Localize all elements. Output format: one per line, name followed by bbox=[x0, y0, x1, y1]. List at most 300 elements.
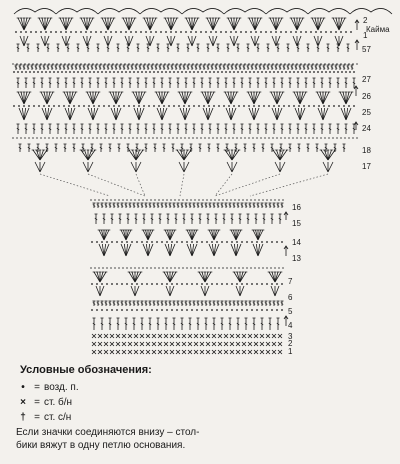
double-crochet bbox=[265, 203, 268, 208]
double-crochet bbox=[55, 144, 58, 152]
double-crochet bbox=[319, 65, 322, 70]
cluster-stitch bbox=[213, 36, 217, 46]
double-crochet bbox=[111, 65, 114, 70]
chain-stitch bbox=[186, 309, 188, 311]
double-crochet bbox=[139, 65, 142, 70]
chain-stitch bbox=[170, 31, 172, 33]
chain-stitch bbox=[293, 105, 295, 107]
single-crochet bbox=[224, 342, 228, 346]
chain-stitch bbox=[198, 105, 200, 107]
double-crochet bbox=[17, 124, 20, 134]
double-crochet bbox=[145, 203, 148, 208]
double-crochet bbox=[161, 124, 164, 134]
double-crochet bbox=[239, 65, 242, 70]
double-crochet bbox=[209, 301, 212, 306]
double-crochet bbox=[64, 144, 67, 152]
row-label: 5 bbox=[288, 307, 293, 316]
chain-stitch bbox=[251, 241, 253, 243]
chain-stitch bbox=[181, 241, 183, 243]
double-crochet bbox=[298, 144, 301, 152]
single-crochet bbox=[140, 350, 144, 354]
double-crochet bbox=[337, 78, 340, 88]
single-crochet bbox=[92, 334, 96, 338]
cluster-stitch bbox=[205, 286, 209, 296]
shell-stitch bbox=[66, 92, 70, 104]
chain-stitch bbox=[266, 283, 268, 285]
double-crochet bbox=[81, 124, 84, 134]
chain-stitch bbox=[200, 31, 202, 33]
chain-stitch bbox=[226, 309, 228, 311]
chain-stitch bbox=[211, 283, 213, 285]
double-crochet bbox=[185, 124, 188, 134]
chain-stitch bbox=[126, 241, 128, 243]
chain-stitch bbox=[121, 71, 123, 73]
shell-stitch bbox=[275, 150, 280, 160]
single-crochet bbox=[176, 342, 180, 346]
chain-stitch bbox=[271, 241, 273, 243]
chain-stitch bbox=[353, 71, 355, 73]
shell-stitch bbox=[335, 18, 339, 30]
double-crochet bbox=[221, 318, 224, 330]
cluster-stitch bbox=[192, 36, 196, 46]
chain-stitch bbox=[228, 105, 230, 107]
chain-stitch bbox=[65, 71, 67, 73]
cluster-stitch bbox=[275, 286, 279, 296]
chain-stitch bbox=[190, 31, 192, 33]
double-crochet bbox=[223, 65, 226, 70]
double-crochet bbox=[101, 301, 104, 306]
shell-stitch bbox=[342, 92, 346, 104]
single-crochet bbox=[116, 350, 120, 354]
double-crochet bbox=[153, 124, 156, 134]
chain-stitch bbox=[206, 241, 208, 243]
chain-stitch bbox=[91, 309, 93, 311]
double-crochet bbox=[289, 144, 292, 152]
double-crochet bbox=[109, 144, 112, 152]
cluster-stitch bbox=[234, 36, 238, 46]
cluster-stitch bbox=[108, 36, 112, 46]
chain-stitch bbox=[61, 71, 63, 73]
double-crochet bbox=[253, 203, 256, 208]
double-crochet bbox=[121, 78, 124, 88]
chain-stitch bbox=[100, 31, 102, 33]
chain-stitch bbox=[323, 105, 325, 107]
double-crochet bbox=[253, 301, 256, 306]
double-crochet bbox=[65, 78, 68, 88]
double-crochet bbox=[221, 203, 224, 208]
single-crochet bbox=[188, 342, 192, 346]
row-label: 13 bbox=[292, 254, 301, 263]
double-crochet bbox=[287, 65, 290, 70]
chain-stitch bbox=[33, 71, 35, 73]
single-crochet bbox=[92, 342, 96, 346]
double-crochet bbox=[121, 203, 124, 208]
shell-stitch bbox=[167, 18, 171, 30]
double-crochet bbox=[47, 44, 50, 52]
legend-note bbox=[16, 426, 396, 452]
chain-stitch bbox=[265, 71, 267, 73]
shell-stitch bbox=[232, 230, 236, 240]
double-crochet bbox=[185, 78, 188, 88]
chain-stitch bbox=[266, 309, 268, 311]
chain-stitch bbox=[236, 283, 238, 285]
double-crochet bbox=[165, 301, 168, 306]
chain-stitch bbox=[116, 309, 118, 311]
legend-item bbox=[16, 380, 396, 395]
double-crochet bbox=[347, 65, 350, 70]
chain-stitch bbox=[70, 31, 72, 33]
chain-stitch bbox=[53, 105, 55, 107]
chain-stitch bbox=[111, 309, 113, 311]
double-crochet bbox=[307, 65, 310, 70]
single-crochet bbox=[152, 334, 156, 338]
double-crochet bbox=[97, 44, 100, 52]
chain-stitch bbox=[285, 31, 287, 33]
chain-stitch bbox=[149, 71, 151, 73]
row-direction-arrow bbox=[355, 40, 359, 50]
double-crochet bbox=[229, 318, 232, 330]
picot-arch bbox=[14, 8, 56, 14]
double-crochet bbox=[46, 144, 49, 152]
double-crochet bbox=[297, 124, 300, 134]
double-crochet bbox=[245, 203, 248, 208]
single-crochet bbox=[260, 334, 264, 338]
double-crochet bbox=[323, 65, 326, 70]
chain-stitch bbox=[281, 241, 283, 243]
cluster-stitch bbox=[293, 36, 297, 46]
double-crochet bbox=[87, 65, 90, 70]
chain-stitch bbox=[178, 105, 180, 107]
legend-item-label: ст. б/н bbox=[44, 397, 73, 408]
chain-stitch bbox=[215, 31, 217, 33]
chain-stitch bbox=[29, 71, 31, 73]
chain-stitch bbox=[45, 71, 47, 73]
double-crochet bbox=[205, 318, 208, 330]
chain-stitch bbox=[348, 105, 350, 107]
chain-stitch bbox=[113, 71, 115, 73]
chain-stitch bbox=[108, 105, 110, 107]
double-crochet bbox=[89, 124, 92, 134]
chain-stitch bbox=[295, 31, 297, 33]
double-crochet bbox=[217, 203, 220, 208]
single-crochet bbox=[104, 350, 108, 354]
double-crochet bbox=[137, 124, 140, 134]
chain-stitch bbox=[221, 283, 223, 285]
single-crochet bbox=[206, 350, 210, 354]
double-crochet bbox=[107, 44, 110, 52]
double-crochet bbox=[161, 203, 164, 208]
double-crochet bbox=[143, 65, 146, 70]
double-crochet bbox=[313, 124, 316, 134]
double-crochet bbox=[17, 44, 20, 52]
chain-stitch bbox=[300, 31, 302, 33]
double-crochet bbox=[261, 318, 264, 330]
single-crochet bbox=[194, 334, 198, 338]
double-crochet bbox=[241, 301, 244, 306]
single-crochet bbox=[254, 350, 258, 354]
double-crochet bbox=[265, 124, 268, 134]
double-crochet bbox=[137, 301, 140, 306]
chain-stitch bbox=[21, 71, 23, 73]
single-crochet bbox=[164, 334, 168, 338]
shell-stitch bbox=[131, 272, 135, 282]
double-crochet bbox=[257, 78, 260, 88]
single-crochet bbox=[272, 350, 276, 354]
chain-stitch bbox=[40, 31, 42, 33]
picot-arch bbox=[266, 8, 308, 14]
double-crochet bbox=[109, 203, 112, 208]
cluster-stitch bbox=[179, 162, 184, 172]
chain-stitch bbox=[131, 241, 133, 243]
chain-stitch bbox=[171, 309, 173, 311]
chain-stitch bbox=[121, 309, 123, 311]
chain-stitch bbox=[201, 241, 203, 243]
chain-stitch bbox=[195, 31, 197, 33]
double-crochet bbox=[191, 214, 194, 224]
chain-stitch bbox=[116, 283, 118, 285]
chain-stitch bbox=[96, 309, 98, 311]
double-crochet bbox=[133, 301, 136, 306]
shell-stitch bbox=[83, 18, 87, 30]
cluster-stitch bbox=[88, 162, 93, 172]
double-crochet bbox=[259, 65, 262, 70]
double-crochet bbox=[163, 144, 166, 152]
chain-stitch bbox=[263, 105, 265, 107]
double-crochet bbox=[291, 65, 294, 70]
double-crochet bbox=[117, 318, 120, 330]
double-crochet bbox=[75, 65, 78, 70]
chain-stitch bbox=[345, 31, 347, 33]
cluster-stitch bbox=[100, 286, 104, 296]
single-crochet bbox=[200, 334, 204, 338]
double-crochet bbox=[337, 124, 340, 134]
double-crochet bbox=[269, 203, 272, 208]
chain-stitch bbox=[141, 241, 143, 243]
chain-stitch bbox=[161, 283, 163, 285]
double-crochet bbox=[193, 124, 196, 134]
double-crochet bbox=[95, 214, 98, 224]
chain-stitch bbox=[223, 105, 225, 107]
chain-stitch bbox=[337, 71, 339, 73]
chain-stitch bbox=[297, 71, 299, 73]
chain-stitch bbox=[75, 31, 77, 33]
chain-stitch bbox=[141, 283, 143, 285]
chain-stitch bbox=[273, 105, 275, 107]
shell-stitch bbox=[135, 92, 139, 104]
double-crochet bbox=[249, 301, 252, 306]
double-crochet bbox=[279, 214, 282, 224]
chain-stitch bbox=[250, 31, 252, 33]
chain-stitch bbox=[13, 105, 15, 107]
chain-stitch bbox=[298, 105, 300, 107]
shell-stitch bbox=[32, 150, 40, 160]
double-crochet bbox=[225, 78, 228, 88]
double-crochet bbox=[109, 318, 112, 330]
single-crochet bbox=[158, 350, 162, 354]
double-crochet bbox=[103, 214, 106, 224]
chain-stitch bbox=[341, 71, 343, 73]
chain-stitch bbox=[171, 241, 173, 243]
double-crochet bbox=[97, 203, 100, 208]
legend-note-line: бики вяжут в одну петлю основания. bbox=[16, 440, 186, 451]
double-crochet bbox=[19, 144, 22, 152]
chain-stitch bbox=[133, 71, 135, 73]
chain-stitch bbox=[236, 241, 238, 243]
chain-stitch bbox=[23, 105, 25, 107]
chain-stitch bbox=[310, 31, 312, 33]
chain-stitch bbox=[235, 31, 237, 33]
double-crochet bbox=[351, 65, 354, 70]
chain-stitch bbox=[30, 31, 32, 33]
chain-stitch bbox=[281, 309, 283, 311]
double-crochet bbox=[57, 78, 60, 88]
chain-stitch bbox=[257, 71, 259, 73]
double-crochet bbox=[231, 214, 234, 224]
shell-stitch bbox=[158, 92, 162, 104]
chain-stitch bbox=[58, 105, 60, 107]
row-direction-arrow bbox=[354, 122, 358, 130]
double-crochet bbox=[41, 78, 44, 88]
double-crochet bbox=[177, 301, 180, 306]
double-crochet bbox=[347, 44, 350, 52]
legend-item-label: ст. с/н bbox=[44, 412, 72, 423]
double-crochet bbox=[149, 203, 152, 208]
double-crochet bbox=[109, 301, 112, 306]
double-crochet bbox=[229, 203, 232, 208]
chain-stitch bbox=[305, 71, 307, 73]
chain-stitch bbox=[137, 71, 139, 73]
chain-stitch bbox=[193, 105, 195, 107]
chain-stitch bbox=[221, 309, 223, 311]
double-crochet bbox=[334, 144, 337, 152]
chain-stitch bbox=[271, 309, 273, 311]
shell-stitch bbox=[204, 92, 208, 104]
double-crochet bbox=[197, 44, 200, 52]
double-crochet bbox=[181, 301, 184, 306]
row-label: 18 bbox=[362, 146, 371, 155]
double-crochet bbox=[221, 301, 224, 306]
row-label: 6 bbox=[288, 293, 293, 302]
double-crochet bbox=[235, 65, 238, 70]
double-crochet bbox=[245, 301, 248, 306]
chain-stitch bbox=[260, 31, 262, 33]
double-crochet bbox=[47, 65, 50, 70]
chain-stitch bbox=[133, 105, 135, 107]
chain-stitch bbox=[221, 241, 223, 243]
double-crochet bbox=[35, 65, 38, 70]
double-crochet bbox=[145, 124, 148, 134]
equals-sign: = bbox=[34, 397, 40, 408]
chain-stitch bbox=[153, 105, 155, 107]
double-crochet bbox=[219, 65, 222, 70]
double-crochet bbox=[135, 65, 138, 70]
double-crochet bbox=[55, 65, 58, 70]
double-crochet bbox=[331, 65, 334, 70]
single-crochet bbox=[260, 342, 264, 346]
double-crochet bbox=[345, 124, 348, 134]
legend-item bbox=[16, 410, 396, 425]
chain-stitch bbox=[225, 31, 227, 33]
chain-stitch bbox=[317, 71, 319, 73]
single-crochet bbox=[98, 342, 102, 346]
shell-stitch bbox=[131, 150, 136, 160]
chain-stitch bbox=[275, 31, 277, 33]
chain-stitch bbox=[101, 71, 103, 73]
single-crochet bbox=[212, 342, 216, 346]
chain-stitch bbox=[248, 105, 250, 107]
chain-stitch bbox=[233, 71, 235, 73]
row-direction-arrow bbox=[355, 20, 359, 30]
double-crochet bbox=[147, 65, 150, 70]
chain-stitch bbox=[185, 31, 187, 33]
double-crochet bbox=[173, 318, 176, 330]
single-crochet bbox=[206, 334, 210, 338]
double-crochet bbox=[117, 203, 120, 208]
double-crochet bbox=[317, 44, 320, 52]
chain-stitch bbox=[180, 31, 182, 33]
double-crochet bbox=[307, 44, 310, 52]
double-crochet bbox=[157, 44, 160, 52]
chain-stitch bbox=[261, 71, 263, 73]
double-crochet bbox=[101, 318, 104, 330]
double-crochet bbox=[113, 203, 116, 208]
cluster-stitch bbox=[24, 36, 28, 46]
double-crochet bbox=[273, 124, 276, 134]
double-crochet bbox=[273, 203, 276, 208]
double-crochet bbox=[73, 78, 76, 88]
double-crochet bbox=[173, 203, 176, 208]
double-crochet bbox=[249, 124, 252, 134]
single-crochet bbox=[224, 350, 228, 354]
chain-stitch bbox=[188, 105, 190, 107]
double-crochet bbox=[225, 124, 228, 134]
chain-stitch bbox=[155, 31, 157, 33]
cluster-stitch bbox=[328, 162, 333, 172]
chain-stitch bbox=[189, 71, 191, 73]
chain-stitch bbox=[191, 241, 193, 243]
chain-stitch bbox=[73, 71, 75, 73]
single-crochet bbox=[248, 334, 252, 338]
double-crochet bbox=[241, 78, 244, 88]
single-crochet bbox=[206, 342, 210, 346]
cluster-stitch bbox=[232, 162, 237, 172]
double-crochet bbox=[227, 44, 230, 52]
double-crochet bbox=[209, 78, 212, 88]
double-crochet bbox=[237, 301, 240, 306]
single-crochet bbox=[134, 350, 138, 354]
double-crochet bbox=[137, 78, 140, 88]
double-crochet bbox=[339, 65, 342, 70]
double-crochet bbox=[117, 44, 120, 52]
chain-stitch bbox=[241, 309, 243, 311]
double-crochet bbox=[125, 203, 128, 208]
double-crochet bbox=[197, 301, 200, 306]
double-crochet bbox=[125, 301, 128, 306]
double-crochet bbox=[183, 65, 186, 70]
chain-stitch bbox=[305, 31, 307, 33]
chain-stitch bbox=[211, 309, 213, 311]
cluster-stitch bbox=[280, 162, 285, 172]
double-crochet bbox=[93, 318, 96, 330]
shell-stitch bbox=[236, 272, 240, 282]
chain-stitch bbox=[166, 283, 168, 285]
double-crochet bbox=[313, 78, 316, 88]
single-crochet bbox=[134, 334, 138, 338]
chain-stitch bbox=[145, 31, 147, 33]
chain-stitch bbox=[141, 309, 143, 311]
shell-stitch bbox=[210, 230, 214, 240]
double-crochet bbox=[105, 203, 108, 208]
